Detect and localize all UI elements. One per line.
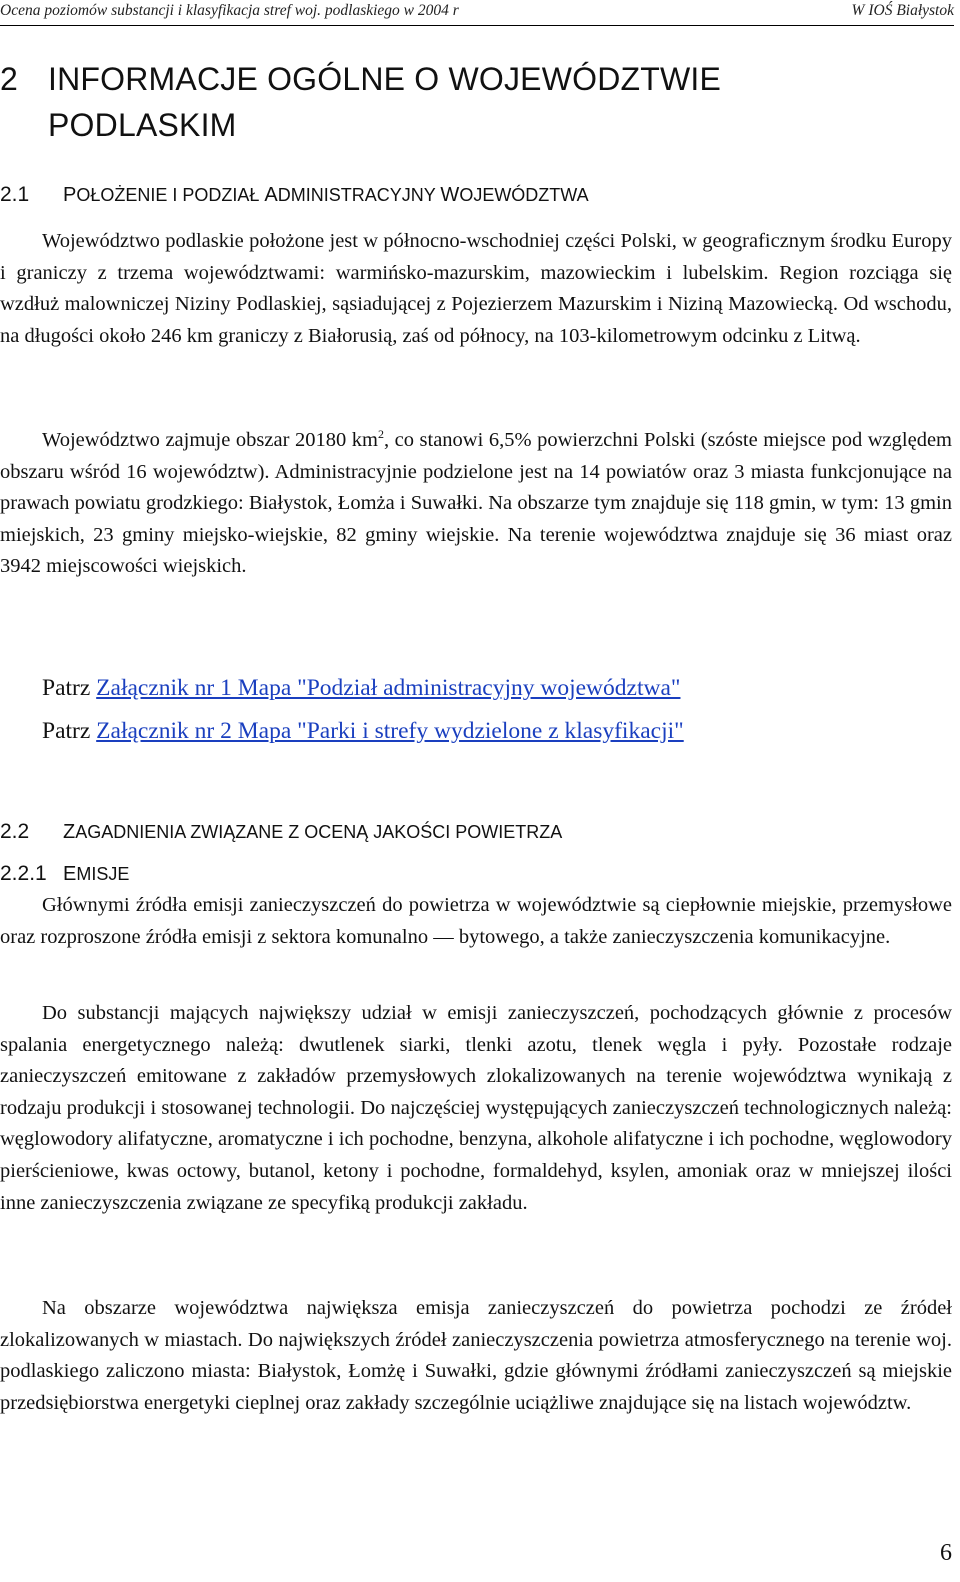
section-title-part: OŁOŻENIE I PODZIAŁ	[76, 185, 265, 205]
section-title-part: OJEWÓDZTWA	[459, 185, 589, 205]
section-heading-2-2	[0, 820, 562, 844]
section-title-part: E	[63, 863, 77, 885]
annex-reference-1	[42, 673, 680, 703]
section-title-part: W	[440, 184, 460, 206]
section-title-part: A	[264, 184, 278, 206]
section-title-part: MISJE	[76, 864, 130, 884]
chapter-heading	[0, 56, 900, 148]
section-title-part: P	[63, 184, 77, 206]
section-title-part: Z	[63, 821, 76, 843]
section-number: 2.2	[0, 820, 30, 843]
page-number: 6	[940, 1540, 952, 1566]
superscript: 2	[377, 427, 384, 442]
annex-reference-2	[42, 716, 684, 746]
chapter-title-line2: PODLASKIM	[48, 107, 237, 143]
annex-2-link[interactable]: Załącznik nr 2 Mapa "Parki i strefy wydzielone z klasyfikacji"	[96, 718, 684, 744]
annex-1-link[interactable]: Załącznik nr 1 Mapa "Podział administracyjny województwa"	[96, 675, 681, 701]
running-header	[0, 2, 954, 26]
paragraph-area	[0, 425, 952, 583]
chapter-number: 2	[0, 61, 18, 97]
paragraph-area-before: Województwo zajmuje obszar 20180 km	[42, 429, 378, 451]
annex-prefix: Patrz	[42, 675, 97, 701]
paragraph-substances: Do substancji mających największy udział w emisji zanieczyszczeń, pochodzących głównie z procesów spalania energetycznego należą: dwutlenek siarki, tlenki azotu, tlenek węgla i pyły. Pozostałe rodzaje zanieczyszczeń emitowane z zakładów przemysłowych zlokalizowanych na terenie województwa wynikają z rodzaju produkcji i stosowanej technologii. Do najczęściej występujących zanieczyszczeń technologicznych należą: węglowodory alifatyczne, aromatyczne i ich pochodne, benzyna, alkohole alifatyczne i ich pochodne, węglowodory pierścieniowe, kwas octowy, butanol, ketony i pochodne, formaldehyd, ksylen, amoniak oraz w mniejszej ilości inne zanieczyszczenia związane ze specyfiką produkcji zakładu.	[0, 1002, 952, 1214]
paragraph-urban-sources: Na obszarze województwa największa emisja zanieczyszczeń do powietrza pochodzi ze źródeł zlokalizowanych w miastach. Do największych źródeł zanieczyszczenia powietrza atmosferycznego na terenie woj. podlaskiego zaliczono miasta: Białystok, Łomżę i Suwałki, gdzie głównymi źródłami zanieczyszczeń są miejskie przedsiębiorstwa energetyki cieplnej oraz zakłady szczególnie uciążliwe znajdujące się na listach województw.	[0, 1297, 952, 1414]
section-heading-2-2-1	[0, 862, 129, 886]
section-title-part: AGADNIENIA ZWIĄZANE Z OCENĄ JAKOŚCI POWIETRZA	[75, 822, 563, 842]
section-number: 2.1	[0, 183, 30, 206]
section-number: 2.2.1	[0, 862, 47, 885]
paragraph-area-after: , co stanowi 6,5% powierzchni Polski (szóste miejsce pod względem obszaru wśród 16 województw). Administracyjnie podzielone jest na 14 powiatów oraz 3 miasta funkcjonujące na prawach powiatu grodzkiego: Białystok, Łomża i Suwałki. Na obszarze tym znajduje się 118 gmin, w tym: 13 gmin miejskich, 23 gminy miejsko-wiejskie, 82 gminy wiejskie. Na terenie województwa znajduje się 36 miast oraz 3942 miejscowości wiejskich.	[0, 429, 952, 578]
paragraph-emission-sources: Głównymi źródła emisji zanieczyszczeń do powietrza w województwie są ciepłownie miejskie, przemysłowe oraz rozproszone źródła emisji z sektora komunalno — bytowego, a także zanieczyszczenia komunikacyjne.	[0, 894, 952, 948]
paragraph-location: Województwo podlaskie położone jest w północno-wschodniej części Polski, w geograficznym środku Europy i graniczy z trzema województwami: warmińsko-mazurskim, mazowieckim i lubelskim. Region rozciąga się wzdłuż malowniczej Niziny Podlaskiej, sąsiadującej z Pojezierzem Mazurskim i Niziną Mazowiecką. Od wschodu, na długości około 246 km graniczy z Białorusią, zaś od północy, na 103-kilometrowym odcinku z Litwą.	[0, 230, 952, 347]
section-title-part: DMINISTRACYJNY	[277, 185, 441, 205]
header-left-text: Ocena poziomów substancji i klasyfikacja stref woj. podlaskiego w 2004 r	[0, 2, 459, 19]
chapter-title-line1: INFORMACJE OGÓLNE O WOJEWÓDZTWIE	[48, 61, 722, 97]
annex-prefix: Patrz	[42, 718, 97, 744]
header-right-text: W IOŚ Białystok	[851, 2, 954, 19]
section-heading-2-1	[0, 183, 589, 207]
